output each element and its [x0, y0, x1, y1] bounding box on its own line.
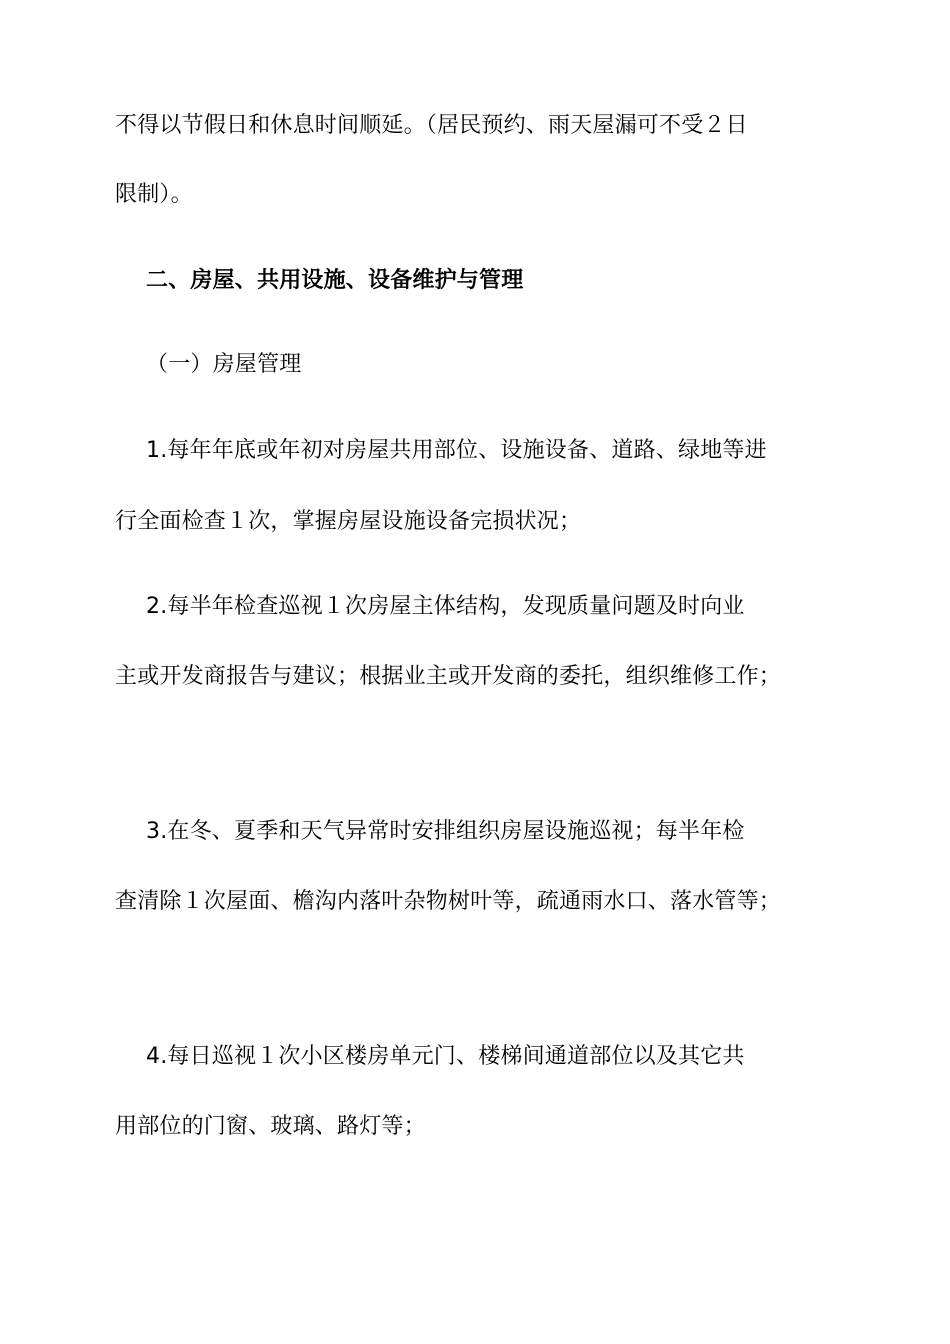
list-item-3-line-2: 查清除１次屋面、檐沟内落叶杂物树叶等，疏通雨水口、落水管等； — [115, 889, 782, 914]
paragraph-line: 不得以节假日和休息时间顺延。（居民预约、雨天屋漏可不受２日 — [115, 113, 748, 138]
list-item-2-line-2: 主或开发商报告与建议；根据业主或开发商的委托，组织维修工作； — [115, 664, 782, 689]
subsection-heading: （一）房屋管理 — [146, 352, 302, 377]
section-heading: 二、房屋、共用设施、设备维护与管理 — [146, 268, 524, 293]
list-item-4-line-2: 用部位的门窗、玻璃、路灯等； — [115, 1114, 426, 1139]
list-item-4-line-1: 4.每日巡视１次小区楼房单元门、楼梯间通道部位以及其它共 — [146, 1044, 745, 1069]
list-item-3-line-1: 3.在冬、夏季和天气异常时安排组织房屋设施巡视；每半年检 — [146, 819, 745, 844]
paragraph-line: 限制）。 — [115, 182, 193, 207]
list-item-1-line-1: 1.每年年底或年初对房屋共用部位、设施设备、道路、绿地等进 — [146, 438, 767, 463]
list-item-2-line-1: 2.每半年检查巡视１次房屋主体结构，发现质量问题及时向业 — [146, 594, 745, 619]
list-item-1-line-2: 行全面检查１次，掌握房屋设施设备完损状况； — [115, 509, 582, 534]
